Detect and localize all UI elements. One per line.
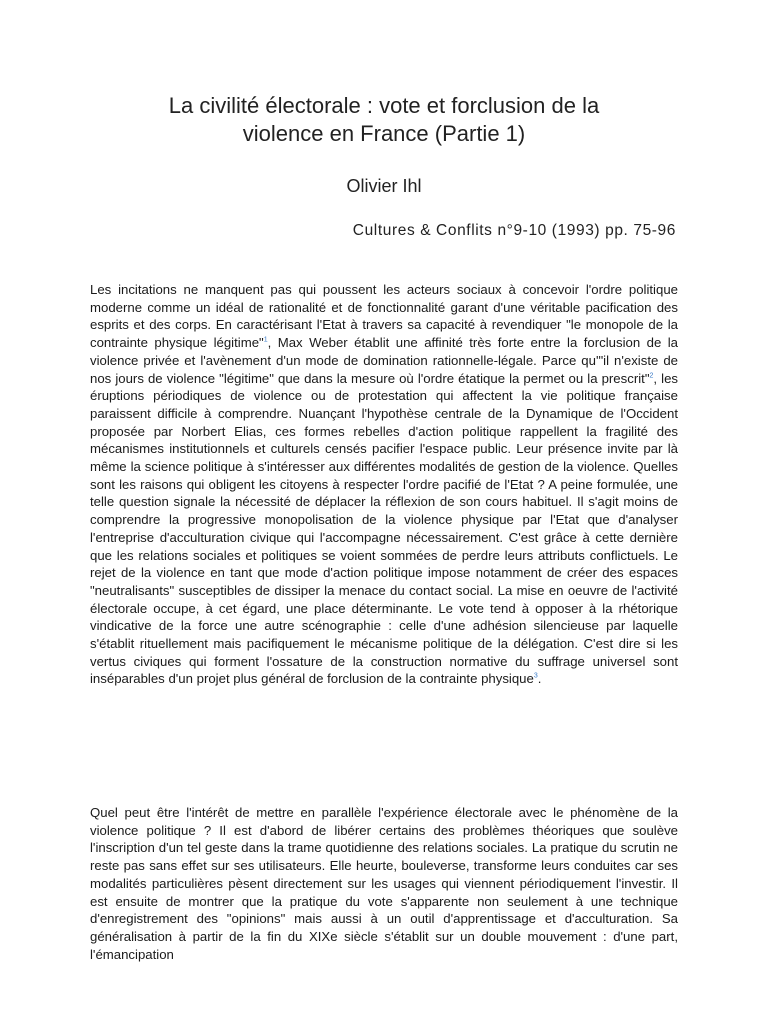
paragraph-1-text-c: , les éruptions périodiques de violence ou de protestation qui affectent la vie politique française paraissent difficile à comprendre. Nuançant l'hypothèse centrale de la Dynamique de l'Occident proposée par Norbert Elias, ces formes rebelles d'action politique rappellent la fragilité des mécanismes institutionnels et culturels censés pacifier l'espace public. Leur présence invite par là même la science politique à s'intéresser aux différentes modalités de gestion de la violence. Quelles sont les raisons qui obligent les citoyens à respecter l'ordre pacifié de l'Etat ? A peine formulée, une telle question signale la nécessité de déplacer la réflexion de son cours habituel. Il s'agit moins de comprendre la progressive monopolisation de la violence physique par l'Etat que d'analyser l'entreprise d'acculturation civique qui l'accompagne nécessairement. C'est grâce à cette dernière que les relations sociales et politiques se voient sommées de perdre leurs attributs conflictuels. Le rejet de la violence en tant que mode d'action politique impose notamment de créer des espaces "neutralisants" susceptibles de dissiper la menace du contact social. La mise en oeuvre de l'activité électorale occupe, à cet égard, une place déterminante. Le vote tend à opposer à la rhétorique vindicative de la force une autre scénographie : celle d'une adhésion silencieuse par laquelle s'établit rituellement mais pacifiquement le mécanisme politique de la délégation. C'est dire si les vertus civiques qui forment l'ossature de la construction normative du suffrage universel sont inséparables d'un projet plus général de forclusion de la contrainte physique bbox=[90, 370, 679, 687]
paragraph-1-text-b: , Max Weber établit une affinité très forte entre la forclusion de la violence privée et l'avènement d'un mode de domination rationnelle-légale. Parce qu'"il n'existe de nos jours de violence "légitime" que dans la mesure où l'ordre étatique la permet ou la prescrit" bbox=[90, 335, 678, 386]
body-paragraph-2 bbox=[90, 804, 678, 963]
body-paragraph-1 bbox=[90, 281, 678, 688]
journal-citation: Cultures & Conflits n°9-10 (1993) pp. 75-96 bbox=[352, 222, 676, 239]
title-line-2: violence en France (Partie 1) bbox=[242, 121, 526, 146]
paragraph-2-text: Quel peut être l'intérêt de mettre en parallèle l'expérience électorale avec le phénomène de la violence politique ? Il est d'abord de libérer certains des problèmes théoriques que soulève l'inscription d'un tel geste dans la trame quotidienne des relations sociales. La pratique du scrutin ne reste pas sans effet sur ses utilisateurs. Elle heurte, bouleverse, transforme leurs conduites car ses modalités particulières pèsent directement sur les usages qui viennent périodiquement l'investir. Il est ensuite de montrer que la pratique du vote s'apparente non seulement à une technique d'enregistrement des "opinions" mais aussi à un outil d'apprentissage et d'acculturation. Sa généralisation à partir de la fin du XIXe siècle s'établit sur un double mouvement : d'une part, l'émancipation bbox=[90, 805, 678, 962]
footnote-ref-3[interactable]: 3 bbox=[533, 673, 538, 681]
footnote-ref-1[interactable]: 1 bbox=[263, 336, 268, 344]
paragraph-1-text-a: Les incitations ne manquent pas qui poussent les acteurs sociaux à concevoir l'ordre politique moderne comme un idéal de rationalité et de fonctionnalité garant d'une véritable pacification des esprits et des corps. En caractérisant l'Etat à travers sa capacité à revendiquer "le monopole de la contrainte physique légitime" bbox=[90, 282, 678, 351]
author-name: Olivier Ihl bbox=[346, 176, 422, 196]
title-line-1: La civilité électorale : vote et forclusion de la bbox=[168, 93, 600, 118]
article-title bbox=[90, 92, 678, 148]
paragraph-1-text-d: . bbox=[537, 671, 542, 687]
footnote-ref-2[interactable]: 2 bbox=[649, 372, 654, 380]
